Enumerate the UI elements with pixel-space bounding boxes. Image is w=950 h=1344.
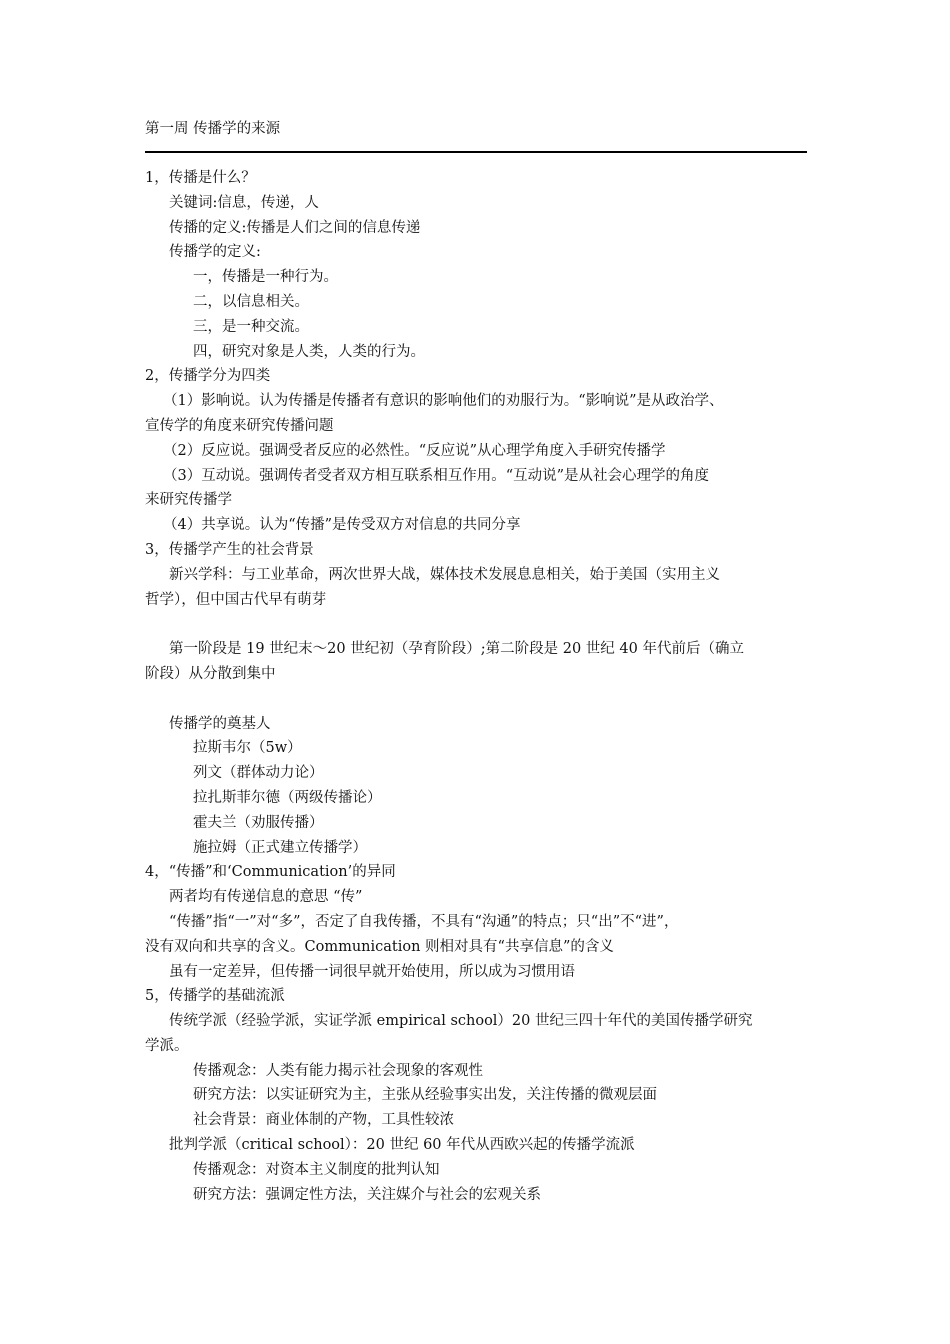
text-line: 一，传播是一种行为。 [193,269,338,286]
text-line: 拉斯韦尔（5w） [193,740,302,757]
text-line: 研究方法：以实证研究为主，主张从经验事实出发，关注传播的微观层面 [193,1087,657,1104]
blank-line [145,612,807,637]
text-line: 宣传学的角度来研究传播问题 [145,417,334,434]
text-line: 传播学的奠基人 [169,715,271,732]
text-line: 霍夫兰（劝服传播） [193,814,324,831]
text-line: 3，传播学产生的社会背景 [145,541,314,558]
text-line: 5，传播学的基础流派 [145,988,285,1005]
text-line: 社会背景：商业体制的产物，工具性较浓 [193,1112,454,1129]
document-body [145,166,807,1207]
text-line: 传播观念：对资本主义制度的批判认知 [193,1161,440,1178]
text-line: 没有双向和共享的含义。Communication 则相对具有“共享信息”的含义 [145,938,614,955]
text-line: 批判学派（critical school）：20 世纪 60 年代从西欧兴起的传播学流派 [169,1137,635,1154]
text-line: 来研究传播学 [145,492,232,509]
text-line: 传播的定义:传播是人们之间的信息传递 [169,219,421,236]
text-line: 四，研究对象是人类，人类的行为。 [193,343,425,360]
text-line: 2，传播学分为四类 [145,368,271,385]
text-line: 4，“传播”和‘Communication’的异同 [145,864,396,881]
text-line: （4）共享说。认为“传播”是传受双方对信息的共同分享 [163,517,521,534]
text-line: 施拉姆（正式建立传播学） [193,839,367,856]
text-line: 关键词:信息，传递，人 [169,194,319,211]
text-line: 二，以信息相关。 [193,293,309,310]
page-header-title: 第一周 传播学的来源 [145,121,281,137]
blank-line [145,687,807,712]
text-line: 两者均有传递信息的意思 “传” [169,889,363,906]
text-line: 传播观念：人类有能力揭示社会现象的客观性 [193,1062,483,1079]
text-line: 哲学），但中国古代早有萌芽 [145,591,327,608]
text-line: “传播”指“一”对“多”，否定了自我传播，不具有“沟通”的特点；只“出”不“进”， [169,913,679,930]
text-line: 传统学派（经验学派，实证学派 empirical school）20 世纪三四十年代的美国传播学研究 [169,1013,753,1030]
text-line: （3）互动说。强调传者受者双方相互联系相互作用。“互动说”是从社会心理学的角度 [163,467,710,484]
text-line: （1）影响说。认为传播是传播者有意识的影响他们的劝服行为。“影响说”是从政治学、 [163,393,724,410]
text-line: （2）反应说。强调受者反应的必然性。“反应说”从心理学角度入手研究传播学 [163,442,666,459]
text-line: 虽有一定差异，但传播一词很早就开始使用，所以成为习惯用语 [169,963,575,980]
text-line: 新兴学科：与工业革命，两次世界大战，媒体技术发展息息相关，始于美国（实用主义 [169,566,720,583]
text-line: 阶段）从分散到集中 [145,665,276,682]
text-line: 传播学的定义: [169,244,261,261]
text-line: 研究方法：强调定性方法，关注媒介与社会的宏观关系 [193,1186,541,1203]
text-line: 1，传播是什么？ [145,170,256,186]
header-divider [145,151,807,153]
text-line: 拉扎斯菲尔德（两级传播论） [193,789,382,806]
text-line: 三，是一种交流。 [193,318,309,335]
text-line: 第一阶段是 19 世纪末～20 世纪初（孕育阶段）;第二阶段是 20 世纪 40 年代前后（确立 [169,641,744,658]
text-line: 列文（群体动力论） [193,765,324,782]
text-line: 学派。 [145,1037,189,1054]
